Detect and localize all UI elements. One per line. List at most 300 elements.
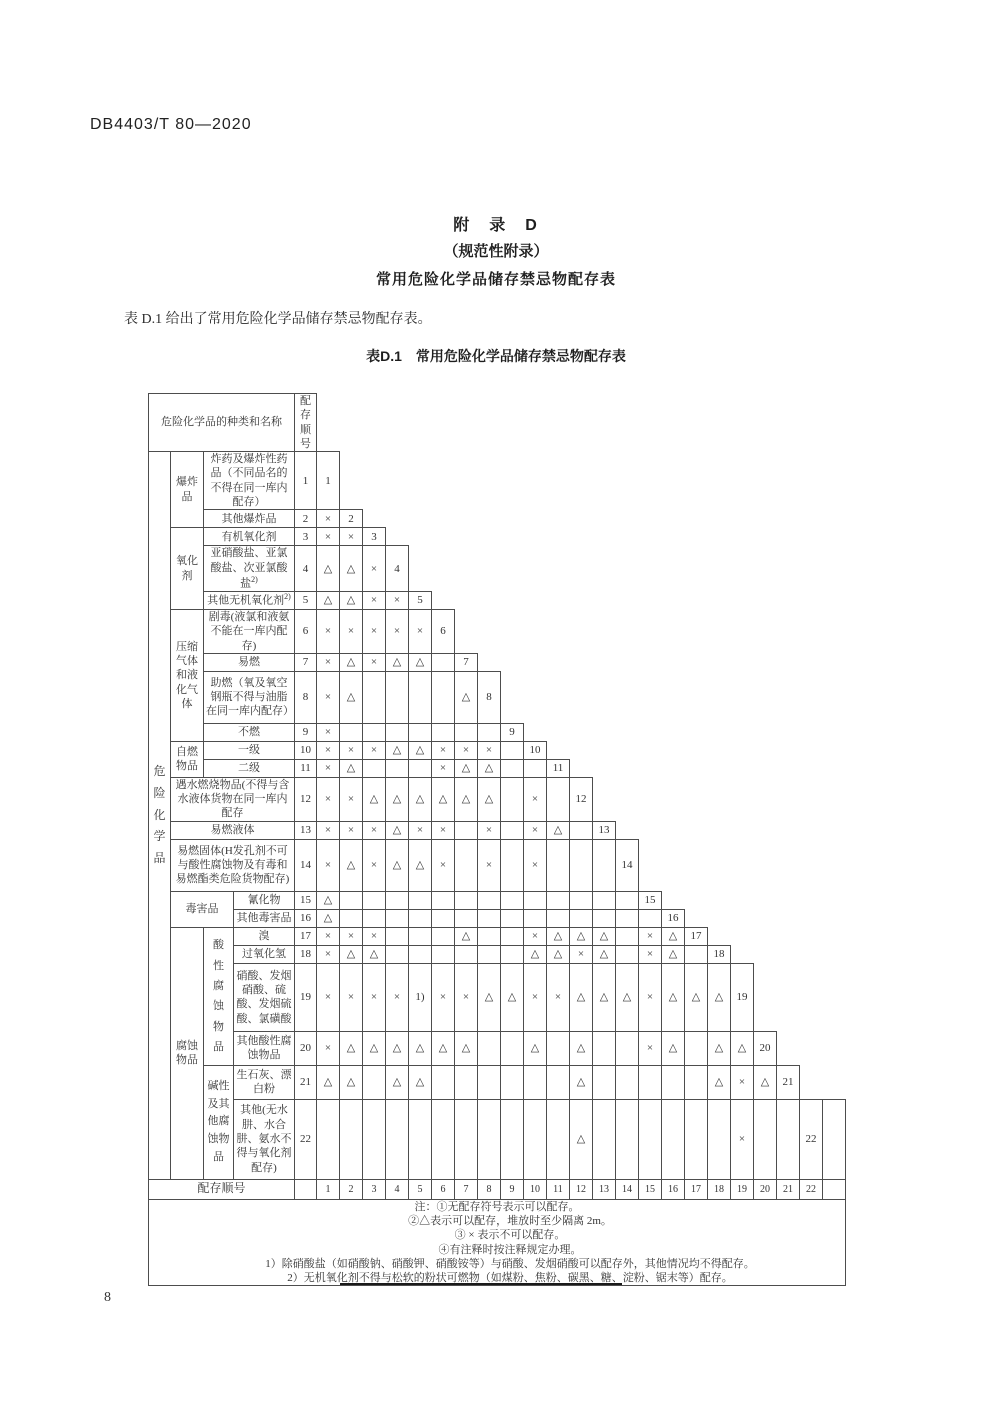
- seq-number-cell: 10: [295, 741, 317, 759]
- column-number-cell: 10: [524, 1179, 547, 1199]
- note-line: ④有注释时按注释规定办理。: [438, 1243, 582, 1256]
- diagonal-cell: 8: [478, 671, 501, 723]
- table-row: [149, 591, 846, 609]
- matrix-cell: △: [731, 1031, 754, 1065]
- matrix-cell: [616, 909, 639, 927]
- seq-number-cell: 22: [295, 1099, 317, 1179]
- matrix-cell: ×: [524, 839, 547, 891]
- matrix-cell: [616, 1031, 639, 1065]
- matrix-cell: [409, 1099, 432, 1179]
- appendix-subtitle: （规范性附录）: [443, 243, 549, 260]
- diagonal-cell: 11: [547, 759, 570, 777]
- matrix-cell: [524, 891, 547, 909]
- matrix-cell: [639, 909, 662, 927]
- table-row: [149, 909, 846, 927]
- group-label: 自燃物品: [171, 741, 204, 777]
- item-name-cell: 炸药及爆炸性药品（不同品名的不得在同一库内配存）: [204, 452, 295, 510]
- item-name-cell: 其他爆炸品: [204, 510, 295, 528]
- column-number-cell: 4: [386, 1179, 409, 1199]
- matrix-cell: ×: [639, 945, 662, 963]
- matrix-cell: ×: [639, 963, 662, 1031]
- matrix-cell: [478, 909, 501, 927]
- matrix-cell: [455, 945, 478, 963]
- matrix-cell: [432, 945, 455, 963]
- matrix-cell: ×: [317, 653, 340, 671]
- matrix-cell: [340, 909, 363, 927]
- matrix-cell: ×: [317, 741, 340, 759]
- matrix-cell: [593, 1065, 616, 1099]
- seq-number-cell: 1: [295, 452, 317, 510]
- matrix-cell: ×: [363, 653, 386, 671]
- matrix-cell: [524, 1099, 547, 1179]
- matrix-cell: △: [593, 963, 616, 1031]
- matrix-cell: [363, 909, 386, 927]
- table-row: [149, 528, 846, 546]
- column-number-cell: 22: [800, 1179, 823, 1199]
- matrix-cell: △: [409, 741, 432, 759]
- matrix-cell: ×: [639, 927, 662, 945]
- group-label: 氧化剂: [171, 528, 204, 610]
- matrix-cell: ×: [317, 510, 340, 528]
- matrix-cell: [432, 1065, 455, 1099]
- matrix-cell: [409, 723, 432, 741]
- matrix-cell: △: [478, 759, 501, 777]
- matrix-cell: △: [340, 945, 363, 963]
- item-name-cell: 其他酸性腐蚀物品: [234, 1031, 295, 1065]
- table-row: [149, 1065, 846, 1099]
- matrix-cell: [363, 671, 386, 723]
- matrix-cell: [478, 1031, 501, 1065]
- column-number-cell: 21: [777, 1179, 800, 1199]
- matrix-cell: ×: [363, 839, 386, 891]
- matrix-cell: ×: [363, 963, 386, 1031]
- matrix-cell: △: [409, 839, 432, 891]
- matrix-cell: △: [616, 963, 639, 1031]
- table-row: [149, 452, 846, 510]
- item-name-cell: 有机氧化剂: [204, 528, 295, 546]
- matrix-cell: ×: [317, 927, 340, 945]
- matrix-cell: [363, 723, 386, 741]
- matrix-cell: ×: [317, 777, 340, 821]
- seq-number-cell: 16: [295, 909, 317, 927]
- matrix-cell: △: [363, 945, 386, 963]
- matrix-cell: [639, 1099, 662, 1179]
- item-name-cell: 剧毒(液氯和液氨不能在一库内配存): [204, 609, 295, 653]
- matrix-cell: [547, 891, 570, 909]
- matrix-cell: [593, 909, 616, 927]
- table-row: [149, 927, 846, 945]
- column-number-cell: 6: [432, 1179, 455, 1199]
- matrix-cell: [386, 671, 409, 723]
- matrix-cell: ×: [340, 927, 363, 945]
- column-number-cell: 7: [455, 1179, 478, 1199]
- matrix-cell: [455, 821, 478, 839]
- matrix-cell: △: [386, 1065, 409, 1099]
- matrix-cell: [455, 723, 478, 741]
- matrix-cell: △: [501, 963, 524, 1031]
- matrix-cell: ×: [478, 821, 501, 839]
- matrix-cell: [662, 1099, 685, 1179]
- matrix-cell: [409, 927, 432, 945]
- group-label: 爆炸品: [171, 452, 204, 528]
- seq-number-cell: 20: [295, 1031, 317, 1065]
- table-row: [149, 741, 846, 759]
- matrix-cell: △: [547, 821, 570, 839]
- matrix-cell: △: [409, 653, 432, 671]
- matrix-cell: [501, 1065, 524, 1099]
- matrix-cell: [478, 927, 501, 945]
- matrix-cell: ×: [386, 963, 409, 1031]
- matrix-cell: ×: [317, 759, 340, 777]
- diagonal-cell: 3: [363, 528, 386, 546]
- matrix-cell: ×: [363, 609, 386, 653]
- table-row: [149, 1031, 846, 1065]
- matrix-cell: ×: [386, 591, 409, 609]
- table-row: [149, 777, 846, 821]
- matrix-cell: △: [363, 777, 386, 821]
- matrix-cell: [432, 891, 455, 909]
- intro-paragraph: 表 D.1 给出了常用危险化学品储存禁忌物配存表。: [124, 312, 432, 327]
- matrix-cell: △: [455, 671, 478, 723]
- matrix-cell: [478, 1065, 501, 1099]
- matrix-cell: △: [340, 653, 363, 671]
- diagonal-cell: 17: [685, 927, 708, 945]
- matrix-cell: △: [593, 945, 616, 963]
- matrix-cell: [547, 1065, 570, 1099]
- matrix-cell: ×: [317, 821, 340, 839]
- column-number-cell: 11: [547, 1179, 570, 1199]
- matrix-cell: [501, 821, 524, 839]
- seq-number-cell: 4: [295, 546, 317, 592]
- bottom-blank-cell: [295, 1179, 317, 1199]
- diagonal-cell: 9: [501, 723, 524, 741]
- matrix-cell: △: [547, 945, 570, 963]
- matrix-cell: ×: [340, 741, 363, 759]
- matrix-cell: △: [317, 891, 340, 909]
- matrix-cell: [685, 1065, 708, 1099]
- matrix-cell: [593, 839, 616, 891]
- matrix-cell: [478, 723, 501, 741]
- matrix-cell: △: [340, 546, 363, 592]
- table-row: [149, 1099, 846, 1179]
- matrix-cell: ×: [455, 741, 478, 759]
- matrix-cell: [570, 821, 593, 839]
- matrix-cell: △: [708, 1065, 731, 1099]
- matrix-cell: ×: [432, 839, 455, 891]
- matrix-cell: △: [409, 1031, 432, 1065]
- diagonal-cell: 5: [409, 591, 432, 609]
- diagonal-cell: 16: [662, 909, 685, 927]
- table-row: [149, 963, 846, 1031]
- diagonal-cell: 13: [593, 821, 616, 839]
- matrix-cell: [455, 909, 478, 927]
- matrix-cell: △: [340, 671, 363, 723]
- matrix-cell: [386, 909, 409, 927]
- matrix-cell: [547, 1099, 570, 1179]
- page-number: 8: [104, 1290, 111, 1305]
- column-number-cell: 12: [570, 1179, 593, 1199]
- matrix-cell: ×: [363, 591, 386, 609]
- column-number-cell: 16: [662, 1179, 685, 1199]
- matrix-cell: △: [524, 945, 547, 963]
- matrix-cell: [616, 945, 639, 963]
- diagonal-cell: 18: [708, 945, 731, 963]
- matrix-cell: [685, 1099, 708, 1179]
- matrix-cell: [363, 1065, 386, 1099]
- column-number-cell: 19: [731, 1179, 754, 1199]
- seq-number-cell: 5: [295, 591, 317, 609]
- column-number-cell: 17: [685, 1179, 708, 1199]
- matrix-cell: ×: [317, 609, 340, 653]
- diagonal-cell: 14: [616, 839, 639, 891]
- appendix-heading: 常用危险化学品储存禁忌物配存表: [375, 271, 616, 288]
- table-row: [149, 510, 846, 528]
- matrix-cell: [662, 1065, 685, 1099]
- matrix-cell: [616, 1065, 639, 1099]
- column-number-cell: 1: [317, 1179, 340, 1199]
- matrix-cell: [547, 1031, 570, 1065]
- table-row: [149, 759, 846, 777]
- note-line: 1）除硝酸盐（如硝酸钠、硝酸钾、硝酸铵等）与硝酸、发烟硝酸可以配存外，其他情况均不得配存。: [265, 1257, 755, 1270]
- matrix-cell: [524, 1065, 547, 1099]
- diagonal-cell: 2: [340, 510, 363, 528]
- matrix-cell: [455, 1099, 478, 1179]
- item-name-cell: 易燃: [204, 653, 295, 671]
- matrix-cell: [501, 891, 524, 909]
- matrix-cell: △: [754, 1065, 777, 1099]
- matrix-cell: [386, 891, 409, 909]
- matrix-cell: [501, 927, 524, 945]
- matrix-cell: ×: [363, 821, 386, 839]
- seq-number-cell: 21: [295, 1065, 317, 1099]
- matrix-cell: [570, 909, 593, 927]
- matrix-cell: [340, 1099, 363, 1179]
- matrix-cell: △: [386, 1031, 409, 1065]
- note-line: 2）无机氧化剂不得与松软的粉状可燃物（如煤粉、焦粉、碳黑、糖、淀粉、锯末等）配存。: [287, 1272, 733, 1285]
- matrix-cell: [409, 909, 432, 927]
- group-label: 腐蚀物品: [171, 927, 204, 1179]
- column-number-cell: 13: [593, 1179, 616, 1199]
- matrix-cell: [708, 1099, 731, 1179]
- item-name-cell: 不燃: [204, 723, 295, 741]
- group-label: 压缩气体和液化气体: [171, 609, 204, 741]
- matrix-cell: [386, 927, 409, 945]
- matrix-cell: △: [570, 1099, 593, 1179]
- note-line: ③ × 表示不可以配存。: [454, 1229, 566, 1242]
- matrix-cell: ×: [317, 945, 340, 963]
- matrix-cell: ×: [455, 963, 478, 1031]
- matrix-cell: ×: [317, 839, 340, 891]
- column-number-cell: 5: [409, 1179, 432, 1199]
- seq-number-cell: 8: [295, 671, 317, 723]
- filler-cell: [823, 1179, 846, 1199]
- matrix-cell: △: [570, 1031, 593, 1065]
- matrix-cell: △: [340, 759, 363, 777]
- matrix-cell: ×: [409, 821, 432, 839]
- table-row: [149, 671, 846, 723]
- note-line: ②△表示可以配存，堆放时至少隔离 2m。: [408, 1215, 612, 1227]
- diagonal-cell: 20: [754, 1031, 777, 1065]
- matrix-cell: △: [386, 777, 409, 821]
- matrix-cell: ×: [340, 963, 363, 1031]
- matrix-cell: ×: [524, 927, 547, 945]
- matrix-cell: [478, 945, 501, 963]
- matrix-cell: ×: [317, 963, 340, 1031]
- subgroup-label: 酸性腐蚀物品: [204, 927, 234, 1065]
- group-label: 毒害品: [171, 891, 234, 927]
- seq-number-cell: 15: [295, 891, 317, 909]
- column-number-cell: 3: [363, 1179, 386, 1199]
- matrix-cell: [501, 759, 524, 777]
- matrix-cell: [317, 1099, 340, 1179]
- matrix-cell: △: [340, 1065, 363, 1099]
- item-name-cell: 二级: [204, 759, 295, 777]
- matrix-cell: ×: [340, 821, 363, 839]
- table-row: [149, 609, 846, 653]
- matrix-cell: △: [662, 1031, 685, 1065]
- matrix-cell: [616, 891, 639, 909]
- matrix-cell: [547, 777, 570, 821]
- matrix-cell: △: [386, 653, 409, 671]
- table-row: [149, 546, 846, 592]
- matrix-cell: [547, 839, 570, 891]
- diagonal-cell: 10: [524, 741, 547, 759]
- matrix-cell: ×: [317, 723, 340, 741]
- seq-number-cell: 3: [295, 528, 317, 546]
- matrix-cell: △: [547, 927, 570, 945]
- matrix-cell: ×: [478, 741, 501, 759]
- matrix-cell: ×: [317, 1031, 340, 1065]
- item-name-cell: 易燃固体(H发孔剂不可与酸性腐蚀物及有毒和易燃酯类危险货物配存): [171, 839, 295, 891]
- matrix-cell: [685, 945, 708, 963]
- matrix-cell: ×: [731, 1099, 754, 1179]
- item-name-cell: 生石灰、漂白粉: [234, 1065, 295, 1099]
- matrix-cell: △: [317, 909, 340, 927]
- matrix-cell: △: [593, 927, 616, 945]
- matrix-cell: [340, 891, 363, 909]
- matrix-cell: △: [340, 839, 363, 891]
- matrix-cell: △: [386, 839, 409, 891]
- matrix-cell: △: [363, 1031, 386, 1065]
- matrix-cell: [455, 839, 478, 891]
- matrix-cell: [524, 909, 547, 927]
- matrix-cell: [455, 1065, 478, 1099]
- item-name-cell: 过氧化氢: [234, 945, 295, 963]
- seq-number-cell: 12: [295, 777, 317, 821]
- matrix-cell: △: [524, 1031, 547, 1065]
- matrix-cell: [409, 945, 432, 963]
- matrix-cell: [501, 777, 524, 821]
- matrix-cell: 1): [409, 963, 432, 1031]
- matrix-cell: [432, 927, 455, 945]
- seq-number-cell: 11: [295, 759, 317, 777]
- matrix-cell: [432, 1099, 455, 1179]
- matrix-cell: △: [340, 591, 363, 609]
- appendix-title: 附 录 D: [453, 217, 539, 234]
- matrix-cell: [570, 891, 593, 909]
- column-number-cell: 2: [340, 1179, 363, 1199]
- seq-number-cell: 7: [295, 653, 317, 671]
- matrix-cell: [777, 1099, 800, 1179]
- table-row: [149, 891, 846, 909]
- matrix-cell: △: [455, 927, 478, 945]
- item-name-cell: 易燃液体: [171, 821, 295, 839]
- matrix-cell: ×: [432, 963, 455, 1031]
- matrix-cell: ×: [570, 945, 593, 963]
- matrix-cell: △: [317, 1065, 340, 1099]
- seq-number-cell: 13: [295, 821, 317, 839]
- seq-number-cell: 17: [295, 927, 317, 945]
- seq-number-cell: 14: [295, 839, 317, 891]
- matrix-cell: [363, 891, 386, 909]
- matrix-cell: ×: [524, 777, 547, 821]
- seq-number-cell: 9: [295, 723, 317, 741]
- matrix-cell: △: [386, 741, 409, 759]
- matrix-cell: [386, 945, 409, 963]
- seq-number-cell: 19: [295, 963, 317, 1031]
- matrix-cell: [616, 927, 639, 945]
- column-number-cell: 20: [754, 1179, 777, 1199]
- matrix-cell: ×: [432, 759, 455, 777]
- matrix-cell: ×: [731, 1065, 754, 1099]
- seq-number-header: 配存顺号: [295, 394, 317, 452]
- matrix-cell: △: [317, 591, 340, 609]
- matrix-cell: [593, 1099, 616, 1179]
- matrix-cell: [547, 909, 570, 927]
- seq-number-cell: 6: [295, 609, 317, 653]
- matrix-cell: ×: [340, 777, 363, 821]
- matrix-cell: △: [708, 1031, 731, 1065]
- seq-number-cell: 18: [295, 945, 317, 963]
- matrix-cell: △: [662, 945, 685, 963]
- diagonal-cell: 22: [800, 1099, 823, 1179]
- matrix-cell: △: [386, 821, 409, 839]
- diagonal-cell: 4: [386, 546, 409, 592]
- column-number-cell: 14: [616, 1179, 639, 1199]
- matrix-cell: [432, 723, 455, 741]
- matrix-cell: ×: [317, 671, 340, 723]
- item-name-cell: 硝酸、发烟硝酸、硫酸、发烟硫酸、氯磺酸: [234, 963, 295, 1031]
- diagonal-cell: 15: [639, 891, 662, 909]
- item-name-cell: 氰化物: [234, 891, 295, 909]
- matrix-cell: [409, 891, 432, 909]
- filler-cell: [823, 1099, 846, 1179]
- matrix-cell: [593, 1031, 616, 1065]
- table-row: [149, 653, 846, 671]
- matrix-cell: ×: [432, 741, 455, 759]
- matrix-cell: [501, 1031, 524, 1065]
- matrix-cell: △: [432, 777, 455, 821]
- doc-code: DB4403/T 80—2020: [90, 116, 252, 133]
- bottom-seq-label: 配存顺号: [149, 1179, 295, 1199]
- matrix-cell: ×: [409, 609, 432, 653]
- item-name-cell: 其他毒害品: [234, 909, 295, 927]
- compat-table-wrap: [148, 393, 846, 1286]
- column-number-cell: 8: [478, 1179, 501, 1199]
- matrix-cell: △: [570, 963, 593, 1031]
- matrix-cell: [501, 945, 524, 963]
- matrix-cell: [501, 839, 524, 891]
- matrix-cell: [570, 839, 593, 891]
- matrix-cell: [639, 1065, 662, 1099]
- matrix-cell: ×: [432, 821, 455, 839]
- subgroup-label: 碱性及其他腐蚀物品: [204, 1065, 234, 1179]
- table-row: [149, 945, 846, 963]
- matrix-cell: △: [317, 546, 340, 592]
- item-name-cell: 亚硝酸盐、亚氯酸盐、次亚氯酸盐$^{2)}$: [204, 546, 295, 592]
- table-row: [149, 821, 846, 839]
- matrix-cell: ×: [524, 821, 547, 839]
